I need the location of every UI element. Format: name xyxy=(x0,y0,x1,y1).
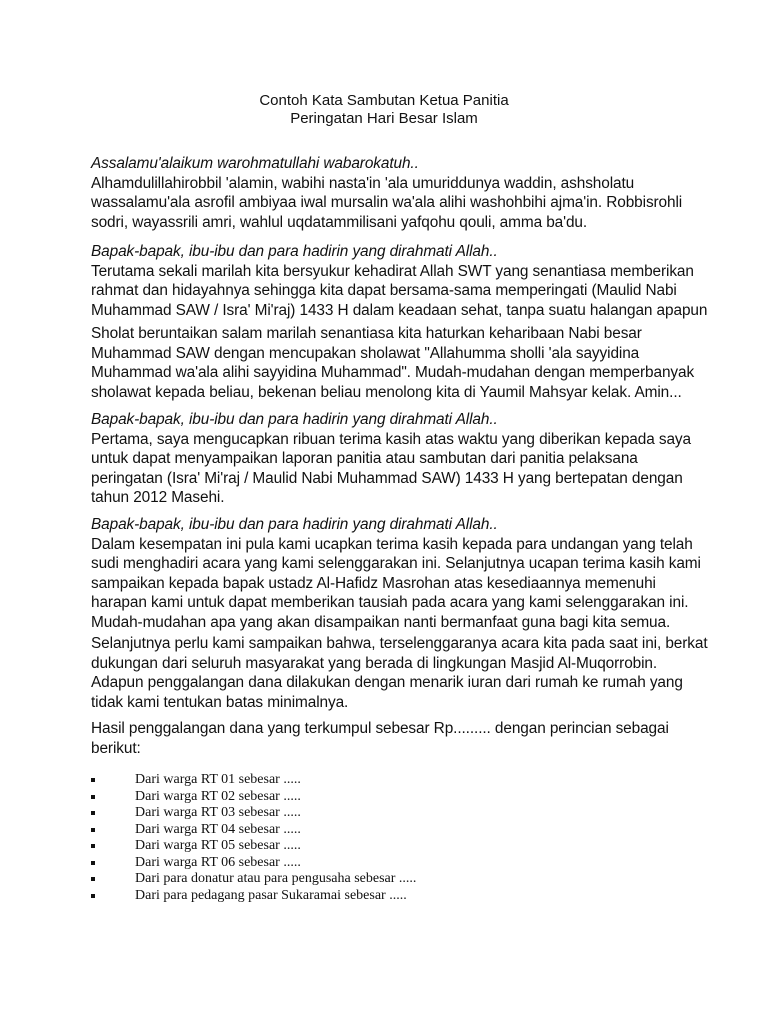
text-line: berikut: xyxy=(91,739,141,757)
text-line: dukungan dari seluruh masyarakat yang berada di lingkungan Masjid Al-Muqorrobin. xyxy=(91,654,658,672)
greeting-line: Bapak-bapak, ibu-ibu dan para hadirin yang dirahmati Allah.. xyxy=(91,516,498,533)
list-item-text: Dari para pedagang pasar Sukaramai sebesar ..... xyxy=(135,887,407,903)
greeting-line: Bapak-bapak, ibu-ibu dan para hadirin yang dirahmati Allah.. xyxy=(91,243,498,260)
list-item-text: Dari warga RT 03 sebesar ..... xyxy=(135,805,301,820)
paragraph-sholawat xyxy=(91,324,695,402)
list-item xyxy=(91,855,691,872)
text-line: Selanjutnya perlu kami sampaikan bahwa, terselenggaranya acara kita pada saat ini, berkat xyxy=(91,635,708,652)
text-line: Alhamdulillahirobbil 'alamin, wabihi nasta'in 'ala umuriddunya waddin, ashsholatu xyxy=(91,174,635,192)
fund-breakdown-list xyxy=(91,772,691,904)
text-line: Sholat beruntaikan salam marilah senantiasa kita haturkan keharibaan Nabi besar xyxy=(91,325,642,342)
list-item-text: Dari warga RT 04 sebesar ..... xyxy=(135,821,301,837)
list-item xyxy=(91,805,691,822)
paragraph-fund-result xyxy=(91,719,691,758)
text-line: harapan kami untuk dapat memberikan tausiah pada acara yang kami selenggarakan ini. xyxy=(91,594,689,611)
paragraph-guests xyxy=(91,515,701,632)
text-line: Muhammad SAW / Isra' Mi'raj) 1433 H dalam keadaan sehat, tanpa suatu halangan apapun xyxy=(91,301,708,319)
bullet-square-icon xyxy=(91,778,95,782)
text-line: untuk dapat menyampaikan laporan panitia atau sambutan dari panitia pelaksana xyxy=(91,450,638,467)
list-item-text: Dari warga RT 02 sebesar ..... xyxy=(135,788,301,804)
list-item xyxy=(91,871,691,888)
list-item xyxy=(91,838,691,855)
list-item-text: Dari warga RT 05 sebesar ..... xyxy=(135,838,301,853)
bullet-square-icon xyxy=(91,861,95,865)
document-title xyxy=(0,92,768,128)
bullet-square-icon xyxy=(91,894,95,898)
list-item xyxy=(91,772,691,789)
bullet-square-icon xyxy=(91,828,95,832)
text-line: tidak kami tentukan batas minimalnya. xyxy=(91,693,349,711)
text-line: wassalamu'ala asrofil ambiyaa iwal mursalin wa'ala alihi washohbihi ajma'in. Robbisrohli xyxy=(91,194,683,211)
text-line: sampaikan kepada bapak ustadz Al-Hafidz Masrohan atas kesediaannya memenuhi xyxy=(91,574,656,592)
bullet-square-icon xyxy=(91,877,95,881)
paragraph-thanks xyxy=(91,410,691,508)
list-item xyxy=(91,888,691,905)
paragraph-support xyxy=(91,634,708,712)
greeting-line: Bapak-bapak, ibu-ibu dan para hadirin yang dirahmati Allah.. xyxy=(91,411,498,428)
text-line: rahmat dan hidayahnya sehingga kita dapat bersama-sama memperingati (Maulid Nabi xyxy=(91,282,677,299)
greeting-line: Assalamu'alaikum warohmatullahi wabarokatuh.. xyxy=(91,155,419,172)
text-line: peringatan (Isra' Mi'raj / Maulid Nabi Muhammad SAW) 1433 H yang bertepatan dengan xyxy=(91,469,683,487)
title-line-1: Contoh Kata Sambutan Ketua Panitia xyxy=(259,92,509,109)
title-line-2: Peringatan Hari Besar Islam xyxy=(290,110,478,127)
text-line: Muhammad wa'ala alihi sayyidina Muhammad". Mudah-mudahan dengan memperbanyak xyxy=(91,364,695,381)
text-line: Terutama sekali marilah kita bersyukur kehadirat Allah SWT yang senantiasa memberikan xyxy=(91,262,694,280)
text-line: Adapun penggalangan dana dilakukan dengan menarik iuran dari rumah ke rumah yang xyxy=(91,674,683,691)
list-item-text: Dari warga RT 01 sebesar ..... xyxy=(135,772,301,787)
bullet-square-icon xyxy=(91,844,95,848)
text-line: sudi menghadiri acara yang kami selenggarakan ini. Selanjutnya ucapan terima kasih kami xyxy=(91,555,701,572)
list-item xyxy=(91,822,691,839)
paragraph-opening xyxy=(91,154,691,232)
text-line: Muhammad SAW dengan mencupakan sholawat "Allahumma sholli 'ala sayyidina xyxy=(91,344,640,362)
bullet-square-icon xyxy=(91,811,95,815)
bullet-square-icon xyxy=(91,795,95,799)
text-line: sholawat kepada beliau, bekenan beliau menolong kita di Yaumil Mahsyar kelak. Amin... xyxy=(91,383,682,401)
list-item-text: Dari warga RT 06 sebesar ..... xyxy=(135,854,301,870)
list-item xyxy=(91,789,691,806)
text-line: Hasil penggalangan dana yang terkumpul sebesar Rp......... dengan perincian sebagai xyxy=(91,720,669,737)
text-line: Mudah-mudahan apa yang akan disampaikan nanti bermanfaat guna bagi kita semua. xyxy=(91,613,671,631)
text-line: sodri, wayassrili amri, wahlul uqdatammilisani yafqohu qouli, amma ba'du. xyxy=(91,213,588,231)
text-line: Pertama, saya mengucapkan ribuan terima kasih atas waktu yang diberikan kepada saya xyxy=(91,430,691,448)
paragraph-gratitude xyxy=(91,242,708,320)
text-line: Dalam kesempatan ini pula kami ucapkan terima kasih kepada para undangan yang telah xyxy=(91,535,693,553)
list-item-text: Dari para donatur atau para pengusaha sebesar ..... xyxy=(135,871,417,886)
text-line: tahun 2012 Masehi. xyxy=(91,489,225,506)
